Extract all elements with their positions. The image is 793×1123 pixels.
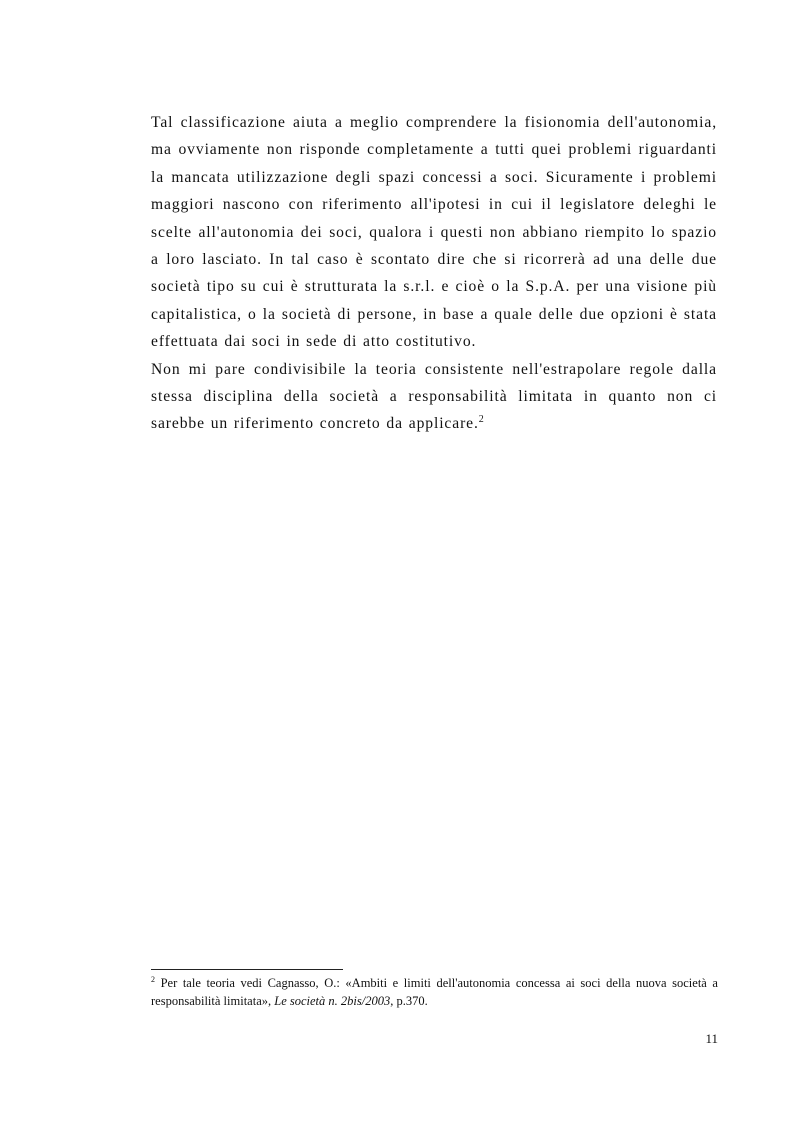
footnote-text: Per tale teoria vedi Cagnasso, O.: «Ambiti e limiti dell'autonomia concessa ai soci della nuova società a responsabilità limitata», xyxy=(151,976,718,1008)
footnote-page-reference: , p.370. xyxy=(390,993,428,1008)
footnote xyxy=(151,975,718,1010)
paragraph-1: Tal classificazione aiuta a meglio comprendere la fisionomia dell'autonomia, ma ovviamente non risponde completamente a tutti quei problemi riguardanti la mancata utilizzazione degli spazi concessi a soci. Sicuramente i problemi maggiori nascono con riferimento all'ipotesi in cui il legislatore deleghi le scelte all'autonomia dei soci, qualora i questi non abbiano riempito lo spazio a loro lasciato. In tal caso è scontato dire che si ricorrerà ad una delle due società tipo su cui è strutturata la s.r.l. e cioè o la S.p.A. per una visione più capitalistica, o la società di persone, in base a quale delle due opzioni è stata effettuata dai soci in sede di atto costitutivo. xyxy=(151,114,717,351)
page-number: 11 xyxy=(705,1031,718,1046)
paragraph-2 xyxy=(151,356,717,438)
body-text xyxy=(151,109,717,438)
footnote-separator xyxy=(151,969,343,970)
footnote-reference[interactable]: 2 xyxy=(478,414,484,426)
footnote-source-title: Le società n. 2bis/2003 xyxy=(274,993,391,1008)
footnote-number: 2 xyxy=(151,974,155,984)
paragraph-2-text: Non mi pare condivisibile la teoria consistente nell'estrapolare regole dalla stessa disciplina della società a responsabilità limitata in quanto non ci sarebbe un riferimento concreto da applicare. xyxy=(151,360,717,433)
